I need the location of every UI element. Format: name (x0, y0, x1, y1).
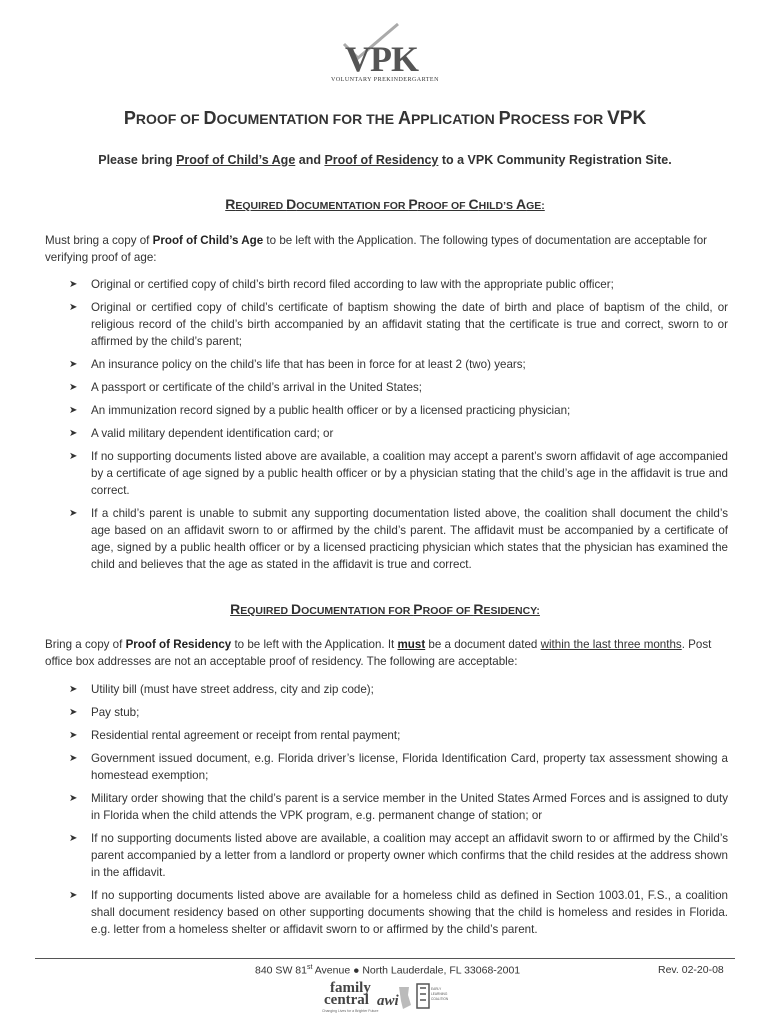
subtitle-text: and (295, 153, 325, 167)
list-item-text: Original or certified copy of child’s birth record filed according to law with the appropriate public officer; (91, 278, 614, 291)
arrow-bullet-icon: ➤ (69, 684, 78, 695)
list-item (45, 356, 728, 373)
heading-part: C (468, 196, 479, 212)
list-item-text: Pay stub; (91, 706, 140, 719)
residency-section-heading (0, 601, 770, 617)
page-title (0, 108, 770, 130)
footer-rule (35, 958, 735, 959)
heading-part: OCUMENTATION FOR (301, 605, 414, 617)
intro-text: . Post office box addresses are not an acceptable proof of residency. The following are acceptable: (45, 638, 712, 668)
revision-date: Rev. 02-20-08 (658, 964, 724, 976)
title-part: D (203, 108, 217, 128)
heading-part: OCUMENTATION FOR (296, 200, 409, 212)
list-item (45, 681, 728, 698)
arrow-bullet-icon: ➤ (69, 753, 78, 764)
heading-part: D (290, 601, 302, 617)
list-item-text: If no supporting documents listed above are available, a coalition may accept a parent’s sworn affidavit of age accompanied by a certificate of age signed by a public health officer or by a physician stating that the child’s age in the affidavit is true and correct. (91, 450, 728, 497)
title-part: PPLICATION (410, 111, 499, 127)
list-item (45, 299, 728, 350)
title-part: ROOF OF (135, 111, 204, 127)
heading-part: P (413, 601, 423, 617)
heading-part: EQUIRED (240, 605, 291, 617)
awi-logo (375, 983, 413, 1011)
elc-logo-text: COALITION (431, 997, 449, 1001)
intro-text: be a document dated (425, 638, 541, 651)
arrow-bullet-icon: ➤ (69, 359, 78, 370)
list-item (45, 750, 728, 784)
list-item-text: An immunization record signed by a public health officer or by a licensed practicing physician; (91, 404, 571, 417)
list-item (45, 704, 728, 721)
list-item-text: Government issued document, e.g. Florida driver’s license, Florida Identification Card, property tax assessment showing a homestead exemption; (91, 752, 728, 782)
arrow-bullet-icon: ➤ (69, 508, 78, 519)
list-item (45, 830, 728, 881)
subtitle-text: to a VPK Community Registration Site. (438, 153, 672, 167)
awi-logo-text: awi (377, 993, 399, 1009)
title-part: A (397, 108, 411, 128)
arrow-bullet-icon: ➤ (69, 382, 78, 393)
title-part: ROCESS FOR (510, 111, 608, 127)
list-item (45, 887, 728, 938)
logo-subtitle: VOLUNTARY PREKINDERGARTEN (331, 77, 439, 83)
residency-documents-list (45, 681, 728, 938)
list-item (45, 402, 728, 419)
address-text: Avenue ● North Lauderdale, FL 33068-2001 (312, 964, 521, 977)
address-superscript: st (306, 964, 313, 971)
age-documents-list (45, 276, 728, 573)
list-item-text: Military order showing that the child’s parent is a service member in the United States Armed Forces and is assigned to duty in Florida when the child attends the VPK program, e.g. permanent change of station; or (91, 792, 728, 822)
subtitle-underlined: Proof of Residency (324, 153, 439, 167)
heading-part: R (230, 601, 241, 617)
intro-text: Bring a copy of (45, 638, 126, 651)
arrow-bullet-icon: ➤ (69, 707, 78, 718)
heading-part: R (473, 601, 484, 617)
subtitle-text: Please bring (98, 153, 177, 167)
elc-logo-text: LEARNING (431, 992, 448, 996)
list-item-text: If a child’s parent is unable to submit any supporting documentation listed above, the coalition shall document the child’s age based on an affidavit sworn to or affirmed by the child’s parent. The affidavit must be accompanied by a certificate of age, signed by a public health officer or by a licensed practicing physician which states that the physician has examined the child and believes that the age as stated in the affidavit is true and correct. (91, 507, 728, 571)
heading-part: A (515, 196, 527, 212)
list-item-text: Utility bill (must have street address, city and zip code); (91, 683, 374, 696)
list-item-text: Original or certified copy of child’s certificate of baptism showing the date of birth and place of baptism of the child, or religious record of the child’s birth accompanied by an affidavit stating that the certificate is true and correct, sworn to or affirmed by the child’s parent; (91, 301, 728, 348)
family-central-tagline: Changing Lives for a Brighter Future (322, 1009, 379, 1013)
title-part: P (498, 108, 511, 128)
subtitle-underlined: Proof of Child’s Age (176, 153, 296, 167)
footer-address (255, 964, 520, 977)
intro-bold: Proof of Child’s Age (152, 234, 264, 247)
title-part: OCUMENTATION FOR THE (216, 111, 398, 127)
list-item (45, 505, 728, 573)
logo-brand: VPK (345, 39, 418, 79)
list-item (45, 276, 728, 293)
family-central-logo (324, 982, 371, 1006)
heading-part: R (225, 196, 236, 212)
list-item-text: If no supporting documents listed above are available, a coalition may accept an affidavit sworn to or affirmed by the Child’s parent accompanied by a letter from a landlord or property owner which confirms that the child resides at the address shown in the affidavit. (91, 832, 728, 879)
address-text: 840 SW 81 (255, 964, 307, 977)
heading-part: ROOF OF (422, 605, 474, 617)
heading-part: EQUIRED (235, 200, 287, 212)
page-subtitle (0, 153, 770, 167)
logo-central-text: central (324, 992, 369, 1008)
intro-emphasis: must (397, 638, 426, 651)
heading-part: D (286, 196, 297, 212)
list-item-text: If no supporting documents listed above are available for a homeless child as defined in Section 1003.01, F.S., a coalition shall document residency based on other supporting documents showing that the child is homeless and resides in Florida. e.g. letter from a homeless shelter or affidavit sworn to or affirmed by the child’s parent. (91, 889, 728, 936)
intro-text: Must bring a copy of (45, 234, 153, 247)
list-item (45, 425, 728, 442)
heading-part: GE: (526, 200, 545, 212)
heading-part: P (408, 196, 418, 212)
list-item-text: Residential rental agreement or receipt from rental payment; (91, 729, 401, 742)
arrow-bullet-icon: ➤ (69, 279, 78, 290)
arrow-bullet-icon: ➤ (69, 451, 78, 462)
intro-text: to be left with the Application. The following types of documentation are acceptable for verifying proof of age: (45, 234, 708, 264)
early-learning-coalition-logo (415, 980, 463, 1014)
title-part: VPK (607, 108, 647, 129)
arrow-bullet-icon: ➤ (69, 833, 78, 844)
age-section-heading (0, 196, 770, 212)
residency-intro (45, 636, 728, 670)
heading-part: ESIDENCY: (483, 605, 540, 617)
list-item-text: A passport or certificate of the child’s arrival in the United States; (91, 381, 423, 394)
logo-family-text: family (330, 980, 371, 996)
arrow-bullet-icon: ➤ (69, 302, 78, 313)
elc-logo-text: EARLY (431, 987, 442, 991)
list-item (45, 727, 728, 744)
arrow-bullet-icon: ➤ (69, 793, 78, 804)
arrow-bullet-icon: ➤ (69, 428, 78, 439)
intro-text: to be left with the Application. It (231, 638, 398, 651)
list-item-text: A valid military dependent identification card; or (91, 427, 334, 440)
arrow-bullet-icon: ➤ (69, 405, 78, 416)
arrow-bullet-icon: ➤ (69, 730, 78, 741)
list-item-text: An insurance policy on the child’s life that has been in force for at least 2 (two) years; (91, 358, 526, 371)
intro-bold: Proof of Residency (125, 638, 232, 651)
intro-underlined: within the last three months (540, 638, 682, 651)
list-item (45, 790, 728, 824)
heading-part: HILD’S (478, 200, 516, 212)
age-intro (45, 232, 728, 266)
list-item (45, 448, 728, 499)
arrow-bullet-icon: ➤ (69, 890, 78, 901)
title-part: P (123, 108, 136, 128)
list-item (45, 379, 728, 396)
heading-part: ROOF OF (417, 200, 469, 212)
